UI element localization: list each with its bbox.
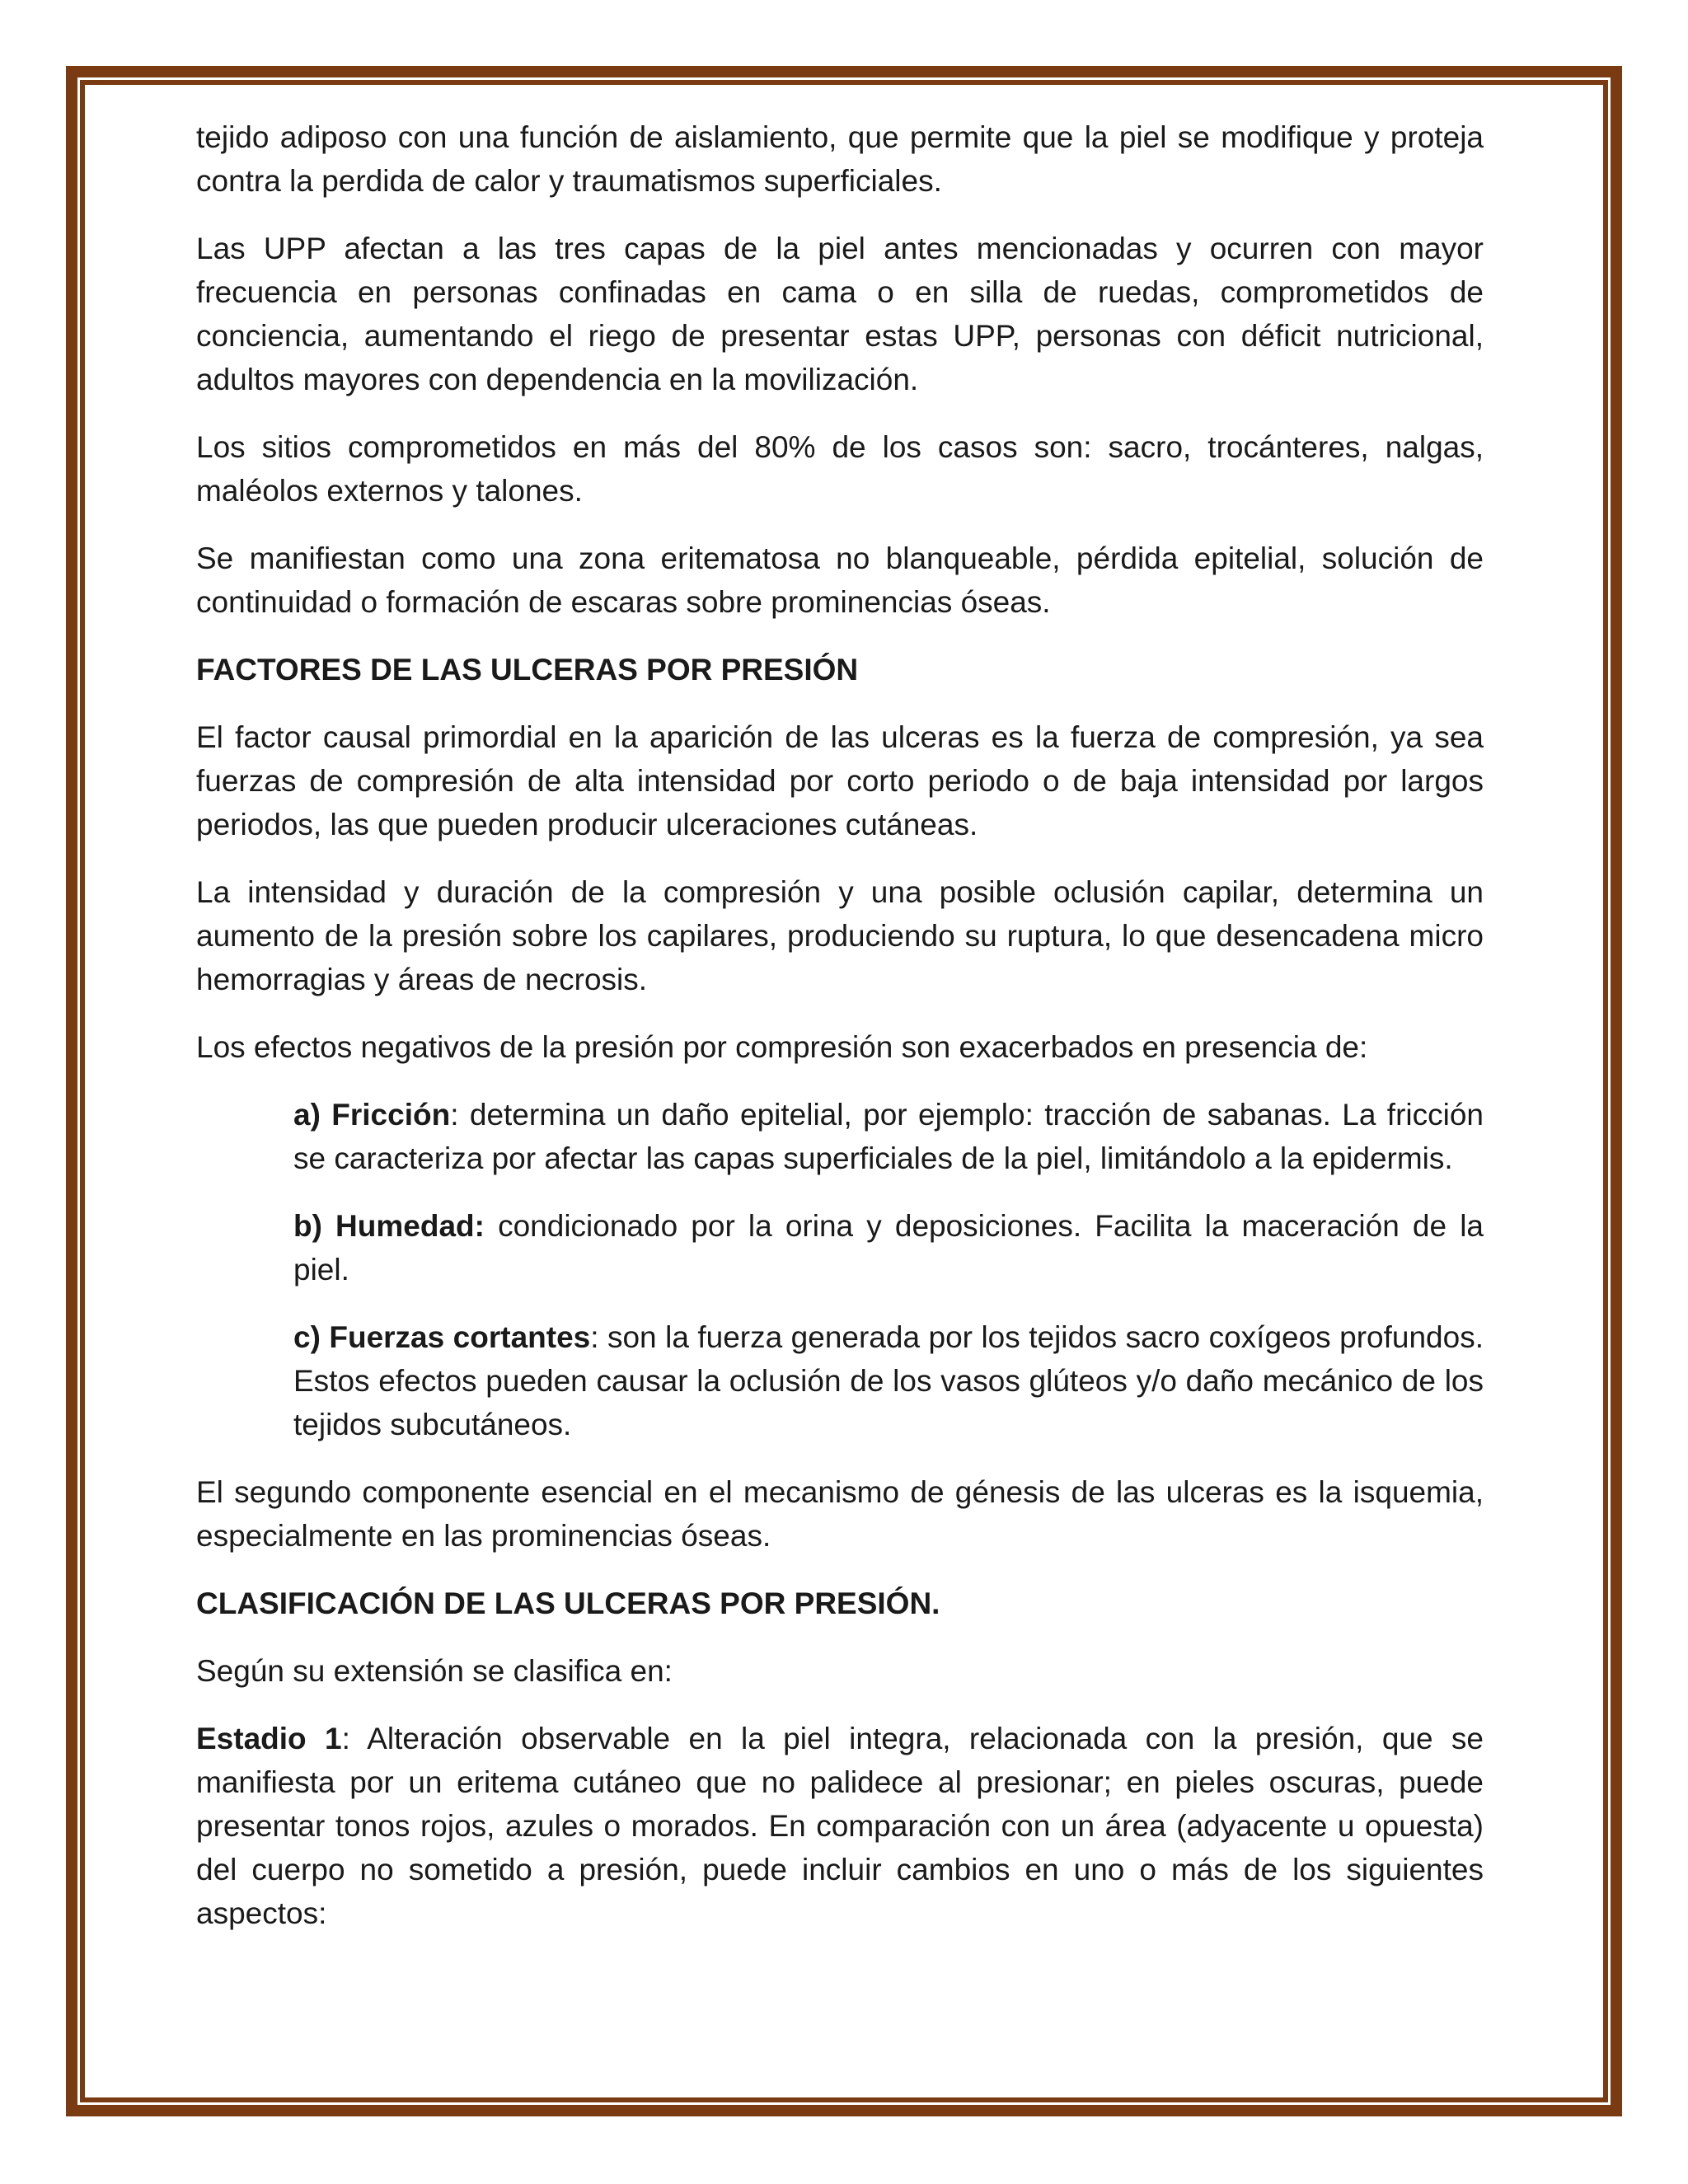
paragraph-adipose-tissue: tejido adiposo con una función de aislamiento, que permite que la piel se modifique y proteja contra la perdida de calor y traumatismos superficiales. — [196, 120, 1484, 198]
heading-factors: FACTORES DE LAS ULCERAS POR PRESIÓN — [196, 653, 859, 687]
paragraph-negative-effects: Los efectos negativos de la presión por compresión son exacerbados en presencia de: — [196, 1030, 1368, 1064]
paragraph-affected-sites: Los sitios comprometidos en más del 80% de los casos son: sacro, trocánteres, nalgas, maléolos externos y talones. — [196, 430, 1484, 508]
stage-1-label: Estadio 1 — [196, 1722, 342, 1755]
paragraph-ischemia: El segundo componente esencial en el mecanismo de génesis de las ulceras es la isquemia, especialmente en las prominencias óseas. — [196, 1475, 1484, 1553]
document-body — [196, 115, 1484, 1959]
list-item-humidity — [293, 1204, 1484, 1291]
friction-text: : determina un daño epitelial, por ejemplo: tracción de sabanas. La fricción se caracteriza por afectar las capas superficiales de la piel, limitándolo a la epidermis. — [293, 1098, 1484, 1175]
stage-1-text: : Alteración observable en la piel integra, relacionada con la presión, que se manifiesta por un eritema cutáneo que no palidece al presionar; en pieles oscuras, puede presentar tonos rojos, azules o morados. En comparación con un área (adyacente u opuesta) del cuerpo no sometido a presión, puede incluir cambios en uno o más de los siguientes aspectos: — [196, 1722, 1484, 1930]
list-item-friction — [293, 1093, 1484, 1180]
paragraph-causal-factor: El factor causal primordial en la aparición de las ulceras es la fuerza de compresión, ya sea fuerzas de compresión de alta intensidad por corto periodo o de baja intensidad por largos periodos, las que pueden producir ulceraciones cutáneas. — [196, 720, 1484, 841]
friction-label: a) Fricción — [293, 1098, 451, 1132]
shear-forces-label: c) Fuerzas cortantes — [293, 1320, 591, 1354]
paragraph-manifestation: Se manifiestan como una zona eritematosa no blanqueable, pérdida epitelial, solución de continuidad o formación de escaras sobre prominencias óseas. — [196, 541, 1484, 619]
paragraph-stage-1 — [196, 1717, 1484, 1935]
shear-forces-text: : son la fuerza generada por los tejidos sacro coxígeos profundos. Estos efectos pueden causar la oclusión de los vasos glúteos y/o daño mecánico de los tejidos subcutáneos. — [293, 1320, 1484, 1441]
paragraph-upp-layers: Las UPP afectan a las tres capas de la piel antes mencionadas y ocurren con mayor frecuencia en personas confinadas en cama o en silla de ruedas, comprometidos de conciencia, aumentando el riego de presentar estas UPP, personas con déficit nutricional, adultos mayores con dependencia en la movilización. — [196, 232, 1484, 396]
paragraph-intensity: La intensidad y duración de la compresión y una posible oclusión capilar, determina un aumento de la presión sobre los capilares, produciendo su ruptura, lo que desencadena micro hemorragias y áreas de necrosis. — [196, 875, 1484, 996]
humidity-text: condicionado por la orina y deposiciones. Facilita la maceración de la piel. — [293, 1209, 1484, 1286]
humidity-label: b) Humedad: — [293, 1209, 485, 1243]
list-item-shear-forces — [293, 1315, 1484, 1446]
paragraph-extension: Según su extensión se clasifica en: — [196, 1654, 673, 1688]
heading-classification: CLASIFICACIÓN DE LAS ULCERAS POR PRESIÓN. — [196, 1586, 940, 1620]
